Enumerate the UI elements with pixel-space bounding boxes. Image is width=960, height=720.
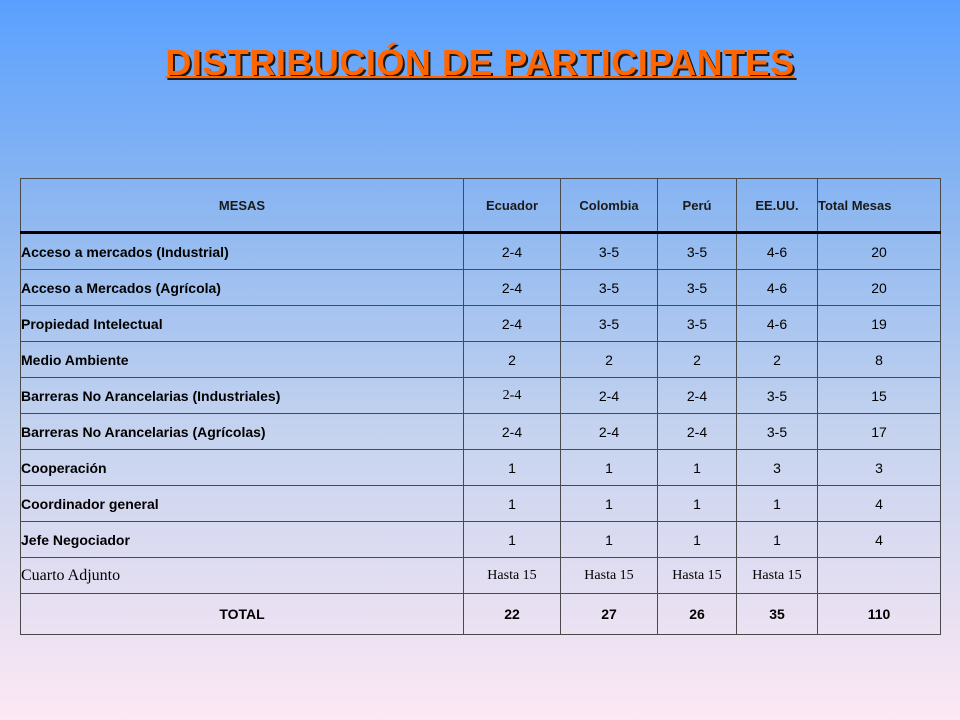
cell-total-mesas: 8: [818, 342, 941, 378]
cell-eeuu: 1: [737, 486, 818, 522]
cell-colombia: 2-4: [561, 378, 658, 414]
cell-ecuador: 1: [464, 450, 561, 486]
table-total-row: [21, 594, 941, 635]
cell-colombia: 3-5: [561, 233, 658, 270]
cell-total-mesas: 19: [818, 306, 941, 342]
header-colombia: Colombia: [561, 179, 658, 233]
cell-eeuu: 4-6: [737, 270, 818, 306]
cell-ecuador: 1: [464, 486, 561, 522]
cell-colombia: 1: [561, 522, 658, 558]
total-label: TOTAL: [21, 594, 464, 635]
cell-total-mesas: 17: [818, 414, 941, 450]
row-label: Coordinador general: [21, 486, 464, 522]
cell-peru: 1: [658, 450, 737, 486]
total-peru: 26: [658, 594, 737, 635]
cell-colombia: 2-4: [561, 414, 658, 450]
cell-colombia: 1: [561, 450, 658, 486]
total-ecuador: 22: [464, 594, 561, 635]
cell-total-mesas: 20: [818, 270, 941, 306]
row-label: Medio Ambiente: [21, 342, 464, 378]
cell-peru: 3-5: [658, 306, 737, 342]
table-row: [21, 342, 941, 378]
cell-peru: 1: [658, 486, 737, 522]
header-total-mesas: Total Mesas: [818, 179, 941, 233]
cell-total-mesas: 4: [818, 522, 941, 558]
row-label: Cuarto Adjunto: [21, 558, 464, 594]
cell-eeuu: Hasta 15: [737, 558, 818, 594]
cell-ecuador: 1: [464, 522, 561, 558]
row-label: Barreras No Arancelarias (Industriales): [21, 378, 464, 414]
row-label: Propiedad Intelectual: [21, 306, 464, 342]
cell-colombia: 3-5: [561, 270, 658, 306]
cell-colombia: 3-5: [561, 306, 658, 342]
cell-ecuador: 2-4: [464, 306, 561, 342]
cell-eeuu: 3-5: [737, 414, 818, 450]
table-row: [21, 558, 941, 594]
cell-peru: Hasta 15: [658, 558, 737, 594]
row-label: Acceso a Mercados (Agrícola): [21, 270, 464, 306]
cell-eeuu: 3-5: [737, 378, 818, 414]
cell-ecuador: 2: [464, 342, 561, 378]
row-label: Cooperación: [21, 450, 464, 486]
cell-ecuador: 2-4: [464, 233, 561, 270]
table-row: [21, 270, 941, 306]
row-label: Acceso a mercados (Industrial): [21, 233, 464, 270]
table-row: [21, 522, 941, 558]
cell-total-mesas: [818, 558, 941, 594]
cell-ecuador: 2-4: [464, 378, 561, 414]
cell-colombia: 2: [561, 342, 658, 378]
page-title: DISTRIBUCIÓN DE PARTICIPANTES: [165, 42, 795, 83]
table-row: [21, 486, 941, 522]
participants-table: [20, 178, 941, 635]
cell-total-mesas: 3: [818, 450, 941, 486]
cell-peru: 3-5: [658, 233, 737, 270]
header-peru: Perú: [658, 179, 737, 233]
header-mesas: MESAS: [21, 179, 464, 233]
table-row: [21, 233, 941, 270]
cell-colombia: 1: [561, 486, 658, 522]
table-row: [21, 414, 941, 450]
cell-ecuador: 2-4: [464, 270, 561, 306]
cell-peru: 3-5: [658, 270, 737, 306]
cell-total-mesas: 4: [818, 486, 941, 522]
table-header-row: [21, 179, 941, 233]
table-row: [21, 378, 941, 414]
row-label: Barreras No Arancelarias (Agrícolas): [21, 414, 464, 450]
cell-eeuu: 3: [737, 450, 818, 486]
header-eeuu: EE.UU.: [737, 179, 818, 233]
cell-colombia: Hasta 15: [561, 558, 658, 594]
table-row: [21, 306, 941, 342]
header-ecuador: Ecuador: [464, 179, 561, 233]
cell-peru: 2-4: [658, 414, 737, 450]
cell-eeuu: 4-6: [737, 306, 818, 342]
cell-total-mesas: 15: [818, 378, 941, 414]
table-row: [21, 450, 941, 486]
cell-peru: 2: [658, 342, 737, 378]
cell-peru: 1: [658, 522, 737, 558]
cell-eeuu: 4-6: [737, 233, 818, 270]
cell-peru: 2-4: [658, 378, 737, 414]
cell-total-mesas: 20: [818, 233, 941, 270]
total-total-mesas: 110: [818, 594, 941, 635]
total-colombia: 27: [561, 594, 658, 635]
row-label: Jefe Negociador: [21, 522, 464, 558]
cell-eeuu: 2: [737, 342, 818, 378]
cell-ecuador: Hasta 15: [464, 558, 561, 594]
total-eeuu: 35: [737, 594, 818, 635]
cell-eeuu: 1: [737, 522, 818, 558]
cell-ecuador: 2-4: [464, 414, 561, 450]
